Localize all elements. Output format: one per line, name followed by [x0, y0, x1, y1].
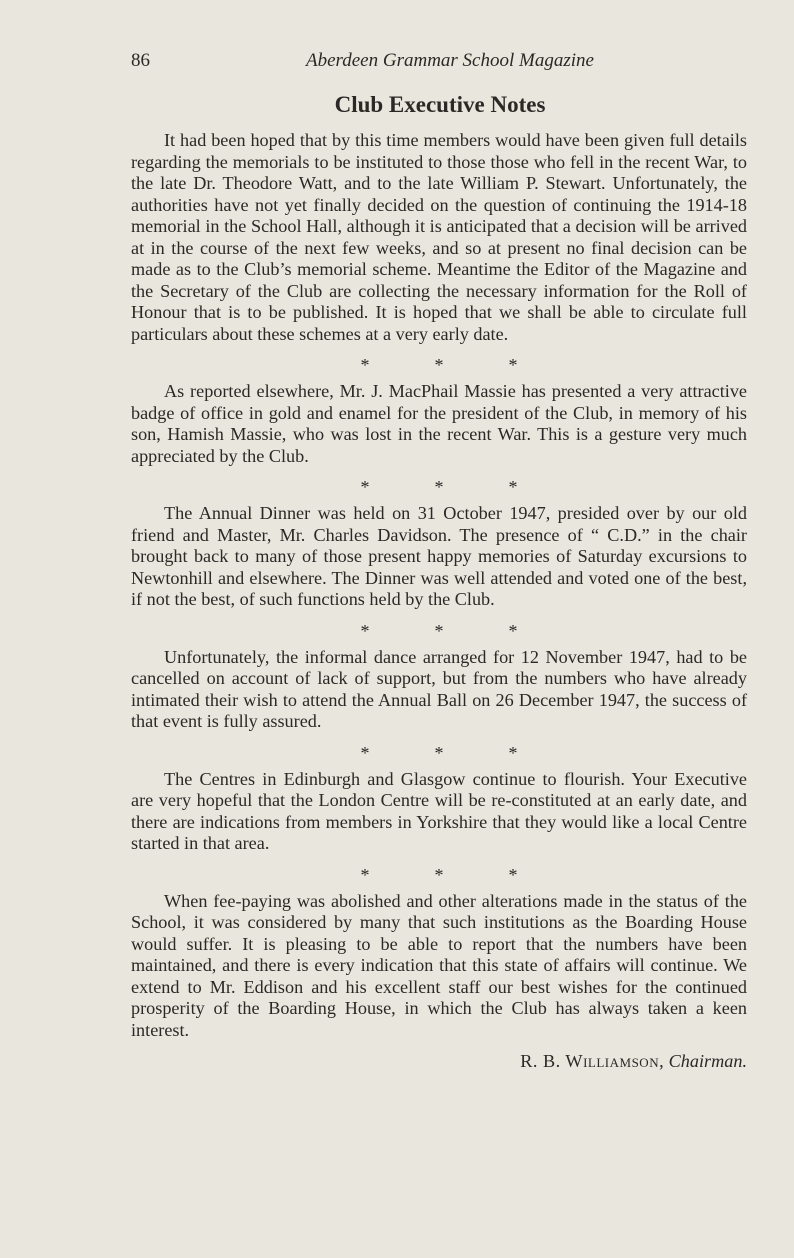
asterisk: *	[360, 620, 370, 641]
paragraph-boarding-house: When fee-paying was abolished and other alterations made in the status of the School, it was considered by many that such institutions as the Boarding House would suffer. It is pleasing to be able to report that the numbers have been maintained, and there is every indication that this state of affairs will continue. We extend to Mr. Eddison and his excellent staff our best wishes for the continued prosperity of the Boarding House, in which the Club has always taken a keen interest.	[131, 890, 747, 1040]
asterisk: *	[508, 742, 518, 763]
asterisk: *	[508, 355, 518, 375]
paragraph-centres: The Centres in Edinburgh and Glasgow continue to flourish. Your Executive are very hopeful that the London Centre will be re-constituted at an early date, and there are indications from members in Yorkshire that they would like a local Centre started in that area.	[131, 768, 747, 853]
page-number: 86	[131, 50, 150, 71]
asterisk: *	[360, 864, 370, 885]
asterisk: *	[434, 355, 444, 375]
paragraph-dance: Unfortunately, the informal dance arranged for 12 November 1947, had to be cancelled on account of lack of support, but from the numbers who have already intimated their wish to attend the Annual Ball on 26 December 1947, the success of that event is fully assured.	[131, 646, 747, 731]
separator-asterisks	[131, 621, 747, 641]
asterisk: *	[434, 864, 444, 885]
running-head	[131, 50, 749, 74]
paragraph-badge: As reported elsewhere, Mr. J. MacPhail Massie has presented a very attractive badge of office in gold and enamel for the president of the Club, in memory of his son, Hamish Massie, who was lost in the recent War. This is a gesture very much appreciated by the Club.	[131, 381, 747, 466]
separator-asterisks	[131, 477, 747, 497]
asterisk: *	[360, 742, 370, 763]
asterisk: *	[434, 620, 444, 641]
separator-asterisks	[131, 865, 747, 885]
article-title: Club Executive Notes	[334, 92, 546, 117]
asterisk: *	[360, 355, 370, 375]
paragraph-memorials: It had been hoped that by this time members would have been given full details regarding the memorials to be instituted to those those who fell in the recent War, to the late Dr. Theodore Watt, and to the late William P. Stewart. Unfortunately, the authorities have not yet finally decided on the question of continuing the 1914-18 memorial in the School Hall, although it is anticipated that a decision will be arrived at in the course of the next few weeks, and so at present no final decision can be made as to the Club’s memorial scheme. Meantime the Editor of the Magazine and the Secretary of the Club are collecting the necessary information for the Roll of Honour that is to be published. It is hoped that we shall be able to circulate full particulars about these schemes at a very early date.	[131, 130, 747, 344]
asterisk: *	[360, 477, 370, 497]
signature	[131, 1051, 747, 1073]
separator-asterisks	[131, 355, 747, 375]
separator-asterisks	[131, 743, 747, 763]
signature-role: Chairman.	[668, 1051, 747, 1071]
article-body	[131, 130, 747, 1073]
asterisk: *	[508, 620, 518, 641]
asterisk: *	[508, 864, 518, 885]
asterisk: *	[508, 477, 518, 497]
signature-name: R. B. Williamson,	[520, 1051, 665, 1071]
paragraph-annual-dinner: The Annual Dinner was held on 31 October 1947, presided over by our old friend and Master, Mr. Charles Davidson. The presence of “ C.D.” in the chair brought back to many of those present happy memories of Saturday excursions to Newtonhill and elsewhere. The Dinner was well attended and voted one of the best, if not the best, of such functions held by the Club.	[131, 503, 747, 609]
asterisk: *	[434, 477, 444, 497]
journal-title: Aberdeen Grammar School Magazine	[306, 50, 594, 71]
asterisk: *	[434, 742, 444, 763]
